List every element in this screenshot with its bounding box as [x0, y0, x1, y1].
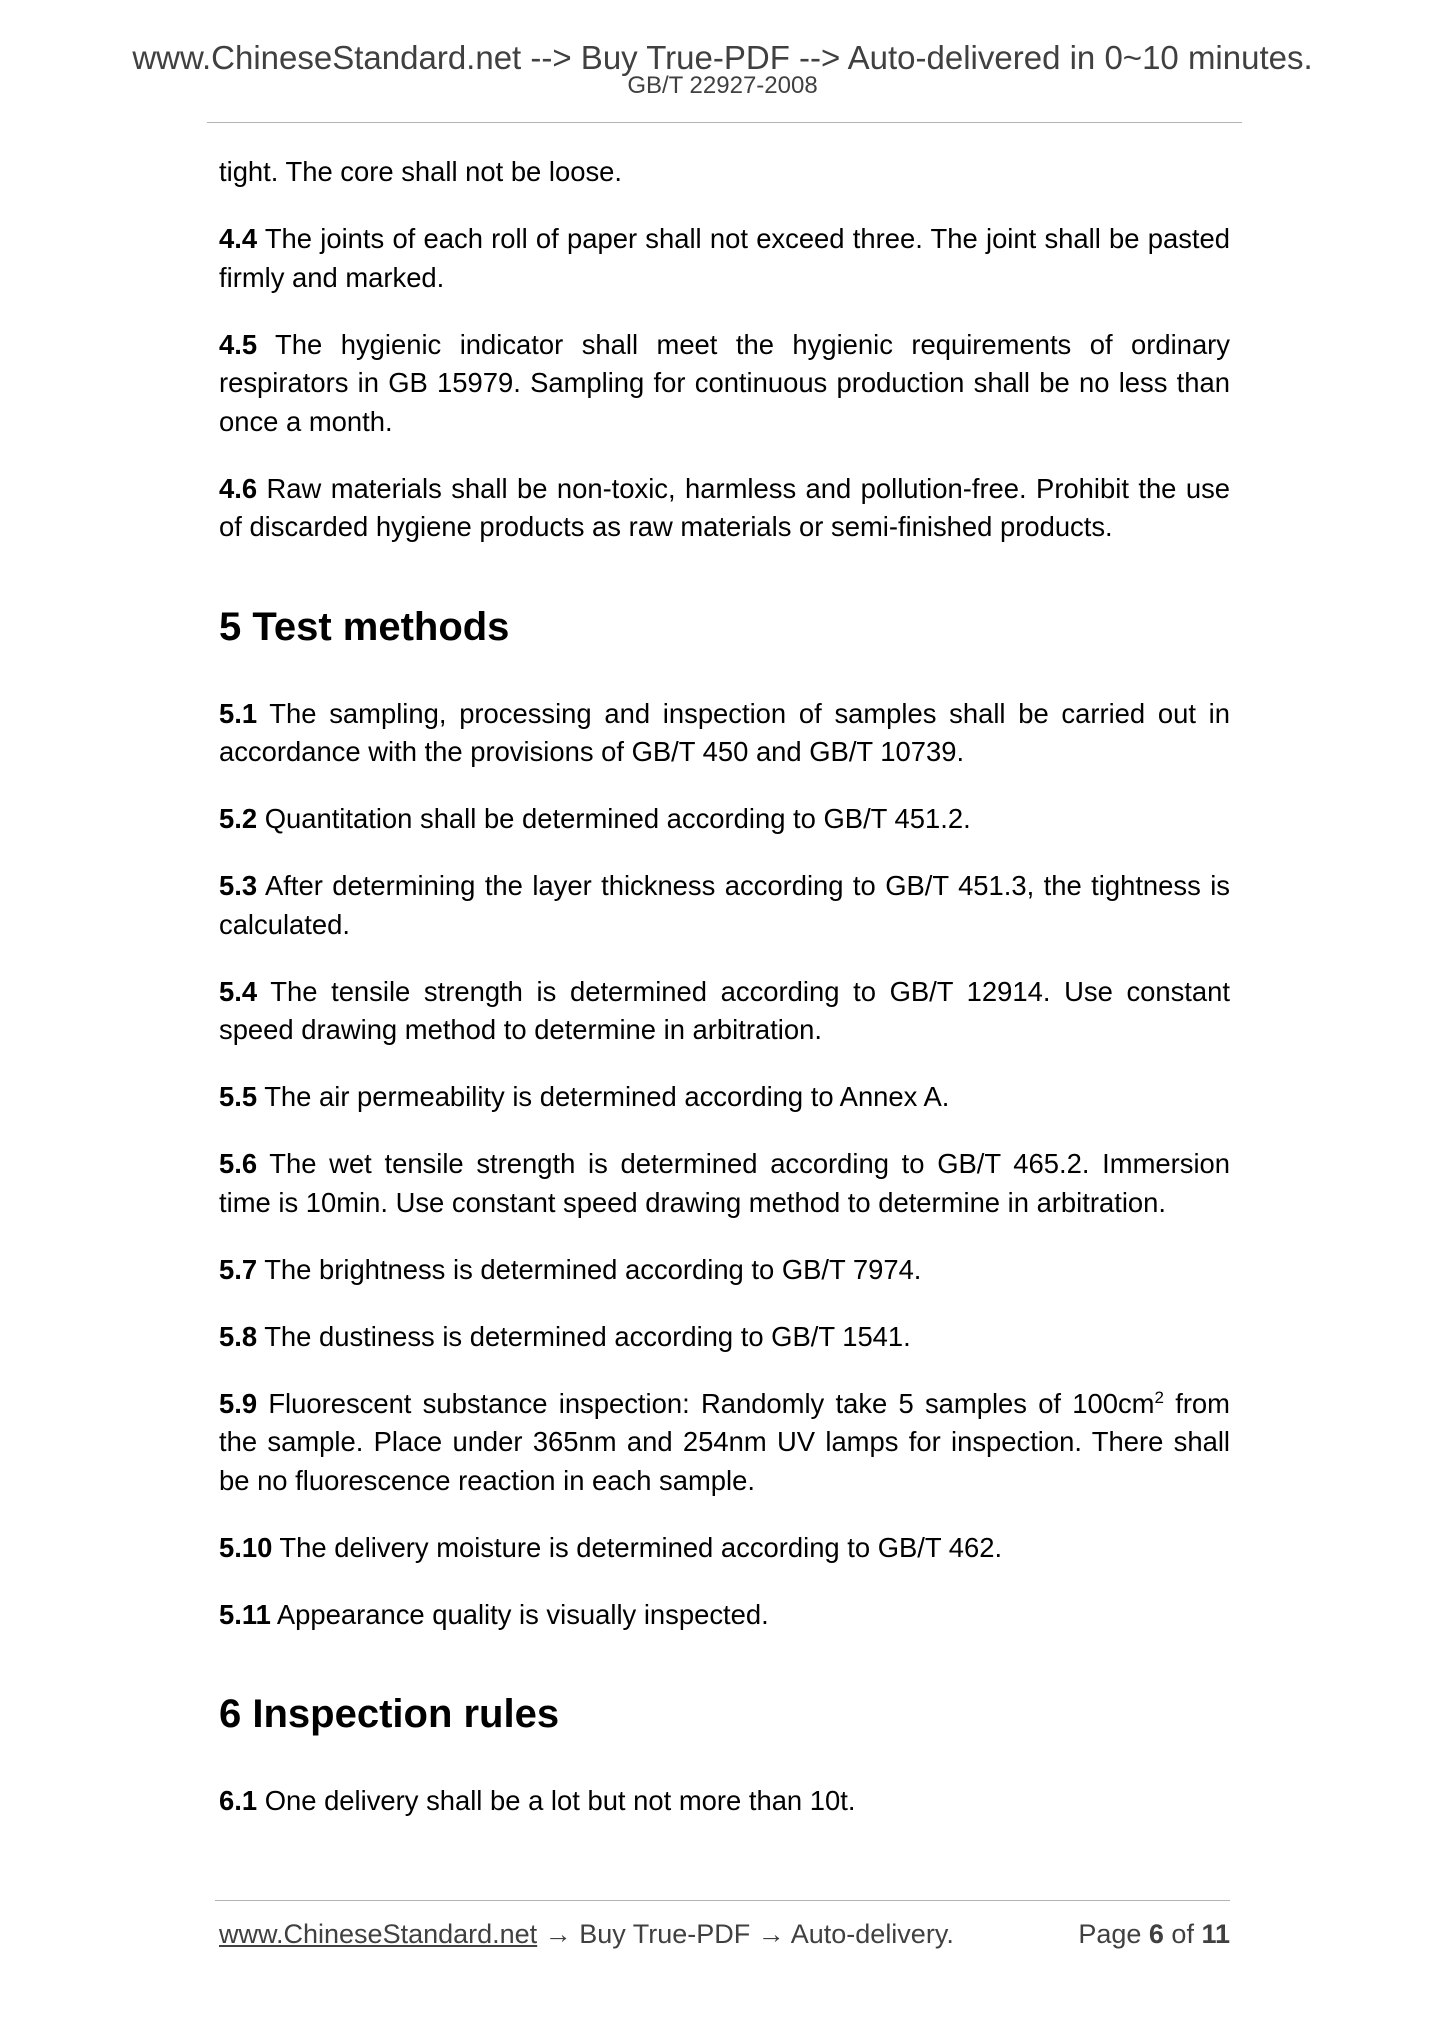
clause-5-8	[219, 1318, 1230, 1357]
clause-text: Appearance quality is visually inspected.	[270, 1598, 769, 1630]
clause-number: 5.10	[219, 1531, 273, 1563]
clause-5-3	[219, 867, 1230, 944]
clause-number: 5.3	[219, 870, 258, 901]
paragraph-text: tight. The core shall not be loose.	[219, 156, 622, 187]
header-divider	[207, 122, 1242, 123]
clause-text: Fluorescent substance inspection: Randomly take 5 samples of 100cm	[257, 1387, 1155, 1419]
clause-number: 5.6	[219, 1148, 258, 1179]
clause-5-10	[219, 1529, 1230, 1568]
paragraph-continuation	[219, 153, 1230, 192]
clause-text: The wet tensile strength is determined according to GB/T 465.2. Immersion time is 10min. Use constant speed drawing method to determine in arbitration.	[219, 1148, 1230, 1218]
document-code: GB/T 22927-2008	[627, 72, 818, 99]
clause-number: 5.5	[219, 1081, 258, 1112]
clause-text-continued: from the sample. Place under 365nm and 254nm UV lamps for inspection. There shall be no fluorescence reaction in each sample.	[219, 1387, 1230, 1496]
clause-number: 4.5	[219, 328, 258, 360]
clause-4-4	[219, 220, 1230, 297]
clause-number: 5.11	[219, 1598, 271, 1630]
footer-divider	[215, 1900, 1230, 1901]
clause-text: One delivery shall be a lot but not more than 10t.	[257, 1785, 856, 1816]
clause-text: The hygienic indicator shall meet the hygienic requirements of ordinary respirators in GB 15979. Sampling for continuous production shall be no less than once a month.	[219, 328, 1230, 437]
clause-5-2	[219, 800, 1230, 839]
clause-number: 4.4	[219, 223, 258, 254]
clause-5-5	[219, 1078, 1230, 1117]
section-heading-test-methods: 5 Test methods	[219, 604, 510, 649]
clause-number: 5.8	[219, 1320, 258, 1352]
clause-5-6	[219, 1145, 1230, 1222]
clause-number: 4.6	[219, 472, 258, 504]
section-heading-inspection-rules: 6 Inspection rules	[219, 1692, 560, 1736]
clause-number: 5.4	[219, 975, 258, 1007]
clause-text: The brightness is determined according to GB/T 7974.	[257, 1253, 922, 1285]
of-label: of	[1163, 1919, 1202, 1949]
clause-text: The delivery moisture is determined according to GB/T 462.	[272, 1531, 1003, 1563]
total-pages-number: 11	[1201, 1919, 1230, 1949]
page-indicator	[1078, 1917, 1230, 1951]
clause-text: The joints of each roll of paper shall not exceed three. The joint shall be pasted firmly and marked.	[219, 223, 1230, 293]
current-page-number: 6	[1148, 1919, 1164, 1949]
clause-text: The dustiness is determined according to GB/T 1541.	[257, 1320, 911, 1352]
clause-text: The tensile strength is determined according to GB/T 12914. Use constant speed drawing method to determine in arbitration.	[219, 975, 1230, 1045]
superscript: 2	[1154, 1387, 1164, 1407]
clause-number: 6.1	[219, 1785, 258, 1816]
clause-4-6	[219, 470, 1230, 547]
clause-text: The sampling, processing and inspection of samples shall be carried out in accordance with the provisions of GB/T 450 and GB/T 10739.	[219, 697, 1230, 767]
top-banner: www.ChineseStandard.net --> Buy True-PDF --> Auto-delivered in 0~10 minutes.	[132, 39, 1313, 76]
clause-text: The air permeability is determined according to Annex A.	[257, 1081, 950, 1112]
clause-5-11	[219, 1596, 1230, 1635]
footer-website-link[interactable]: www.ChineseStandard.net	[219, 1919, 538, 1949]
clause-text: Raw materials shall be non-toxic, harmless and pollution-free. Prohibit the use of discarded hygiene products as raw materials or semi-finished products.	[219, 472, 1230, 542]
footer-left	[219, 1917, 954, 1951]
footer-tagline: → Buy True-PDF → Auto-delivery.	[537, 1919, 954, 1949]
clause-6-1	[219, 1782, 1230, 1821]
clause-5-7	[219, 1251, 1230, 1290]
clause-number: 5.7	[219, 1253, 258, 1285]
page-content	[219, 153, 1230, 1849]
clause-number: 5.2	[219, 803, 258, 834]
page-label: Page	[1078, 1919, 1149, 1949]
clause-number: 5.9	[219, 1387, 258, 1419]
clause-5-4	[219, 973, 1230, 1050]
clause-number: 5.1	[219, 697, 258, 729]
clause-text: After determining the layer thickness according to GB/T 451.3, the tightness is calculated.	[219, 870, 1230, 940]
clause-text: Quantitation shall be determined according to GB/T 451.2.	[257, 803, 971, 834]
clause-4-5	[219, 326, 1230, 442]
clause-5-1	[219, 695, 1230, 772]
clause-5-9	[219, 1385, 1230, 1501]
